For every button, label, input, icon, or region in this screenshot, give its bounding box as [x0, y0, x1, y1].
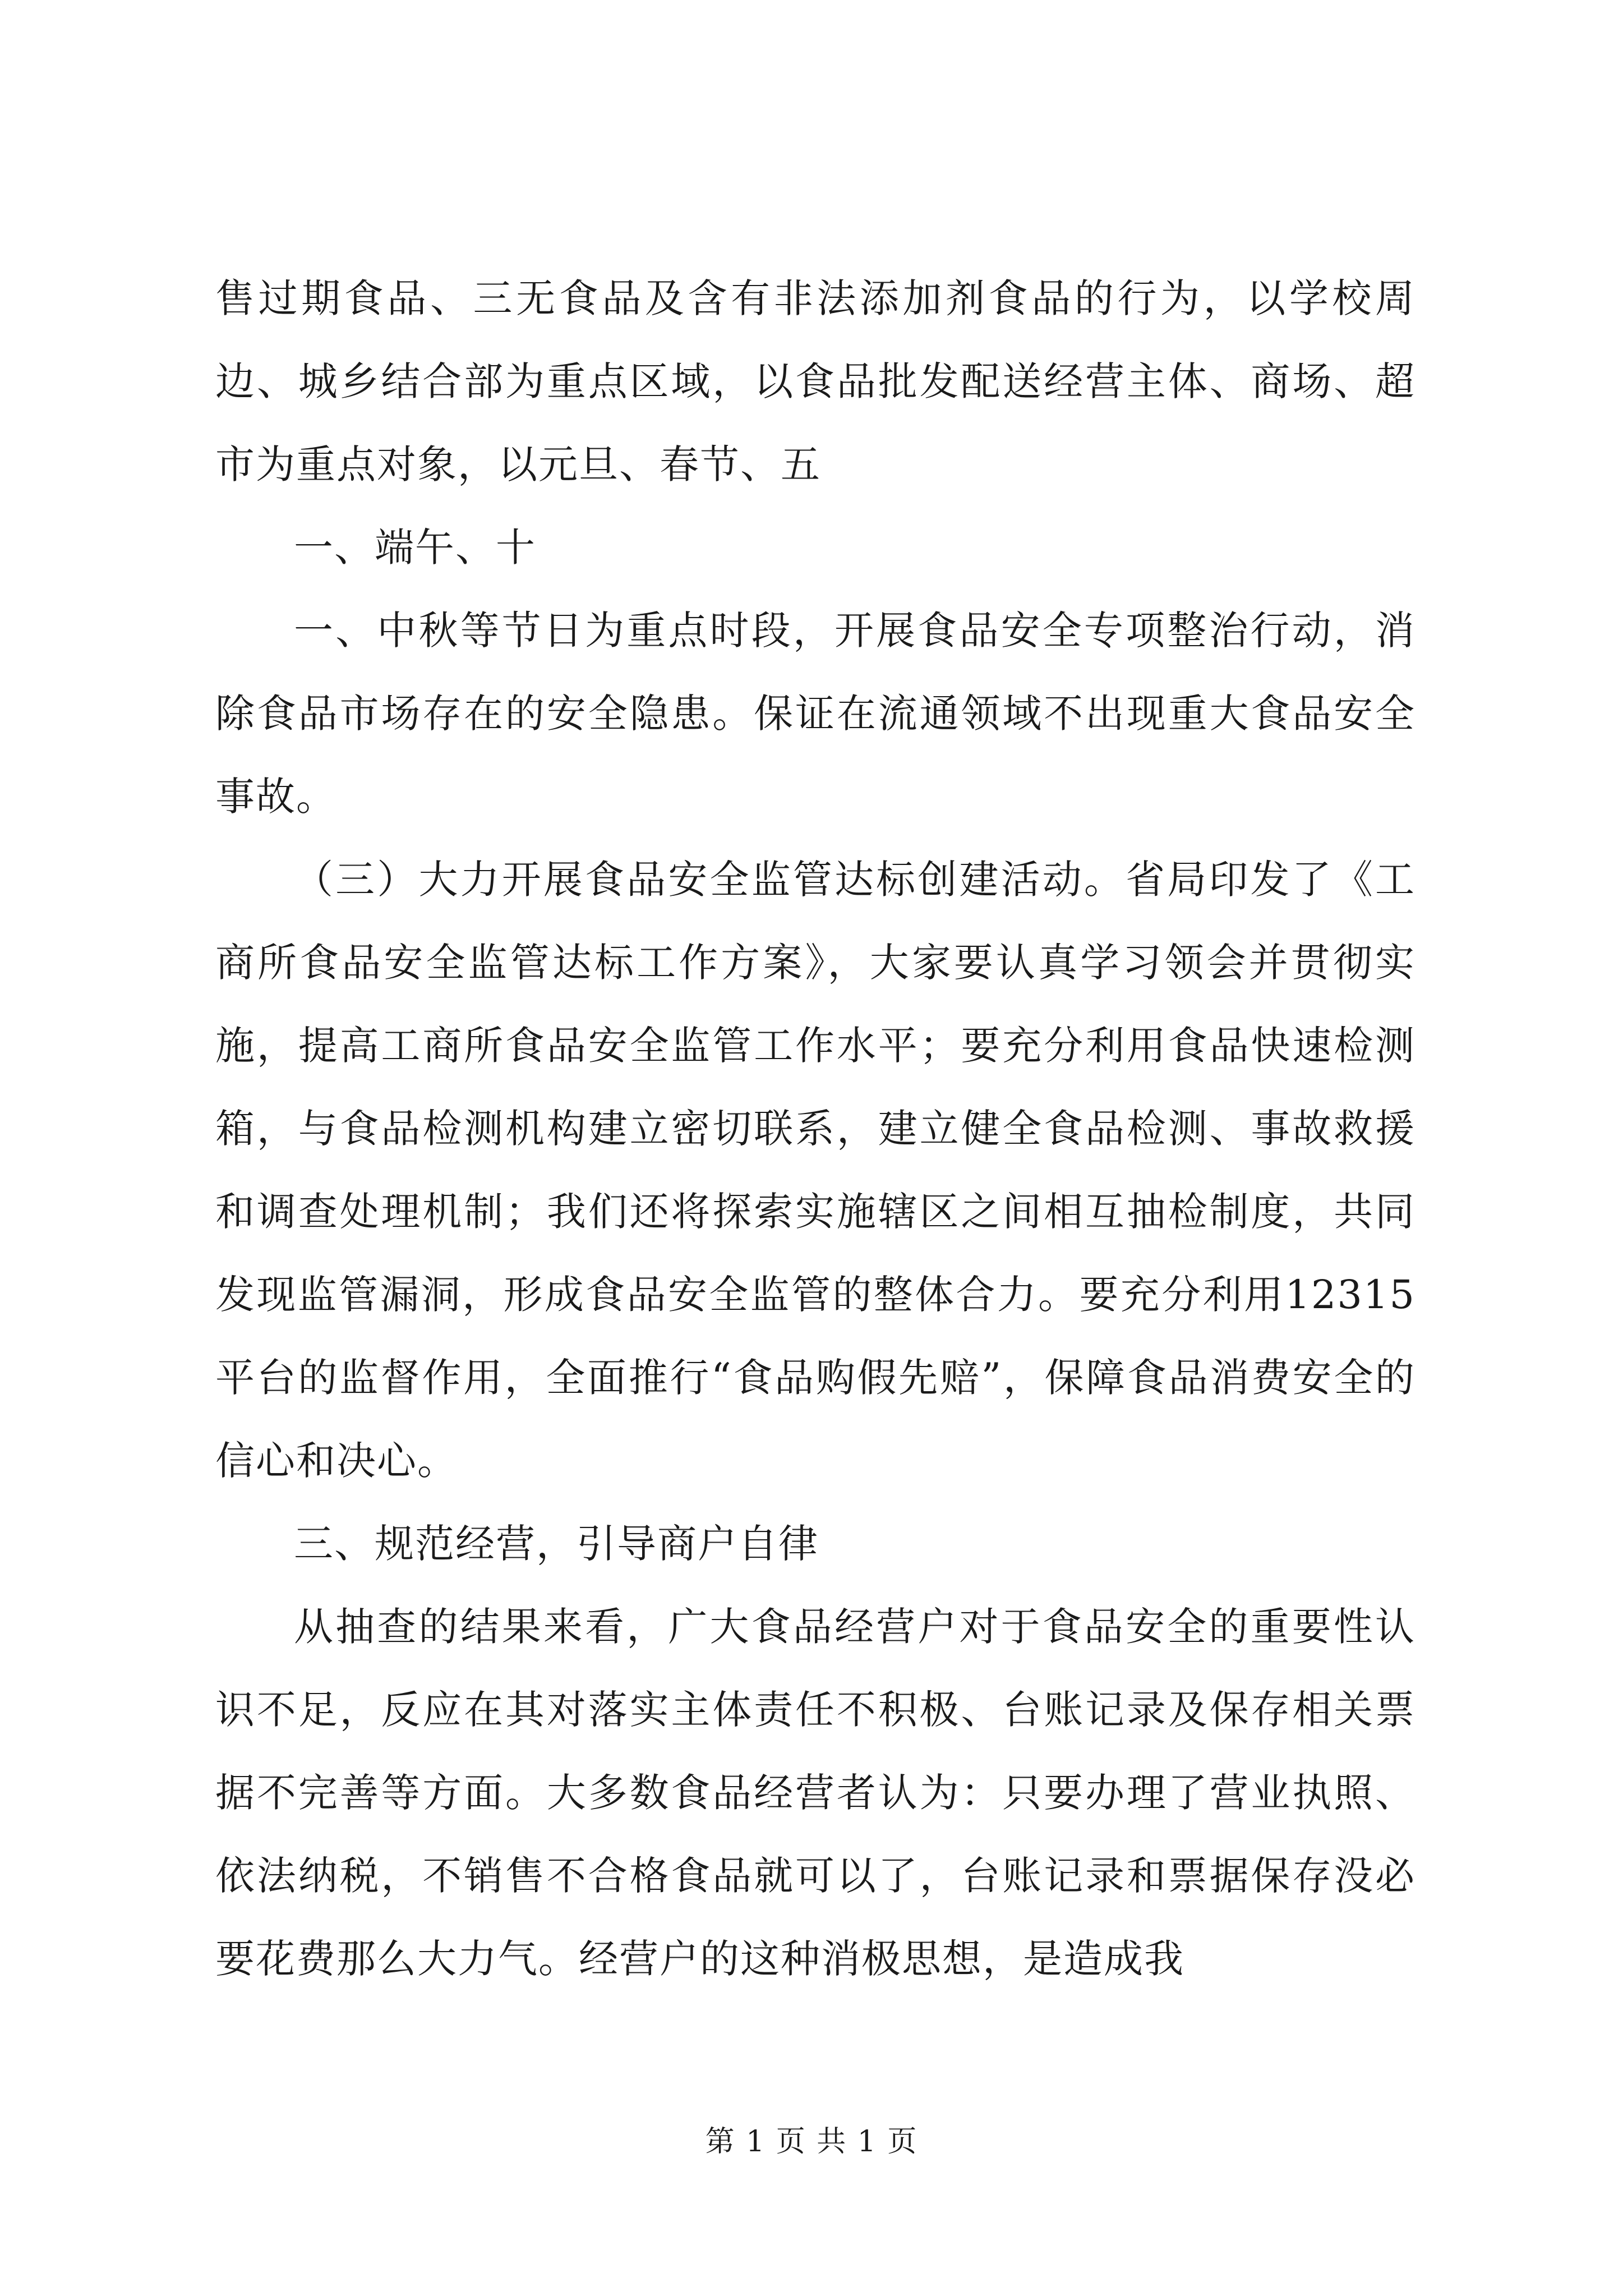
paragraph-holiday-list: 一、端午、十	[294, 524, 536, 570]
paragraph-section-three-sub: （三）大力开展食品安全监管达标创建活动。省局印发了《工商所食品安全监管达标工作方案》，大家要认真学习领会并贯彻实施，提高工商所食品安全监管工作水平；要充分利用食品快速检测箱，与食品检测机构建立密切联系，建立健全食品检测、事故救援和调查处理机制；我们还将探索实施辖区之间相互抽检制度，共同发现监管漏洞，形成食品安全监管的整体合力。要充分利用12315平台的监督作用，全面推行“食品购假先赔”，保障食品消费安全的信心和决心。	[215, 857, 1415, 1484]
page-footer: 第 1 页 共 1 页	[705, 2125, 918, 2159]
paragraph-inspection-results: 从抽查的结果来看，广大食品经营户对于食品安全的重要性认识不足，反应在其对落实主体责任不积极、台账记录及保存相关票据不完善等方面。大多数食品经营者认为：只要办理了营业执照、依法纳税，不销售不合格食品就可以了，台账记录和票据保存没必要花费那么大力气。经营户的这种消极思想，是造成我	[215, 1604, 1415, 1982]
document-body	[215, 257, 1415, 2000]
section-heading-three: 三、规范经营，引导商户自律	[294, 1521, 819, 1567]
paragraph-continuation: 售过期食品、三无食品及含有非法添加剂食品的行为，以学校周边、城乡结合部为重点区域，以食品批发配送经营主体、商场、超市为重点对象，以元旦、春节、五	[215, 275, 1415, 487]
paragraph-key-periods: 一、中秋等节日为重点时段，开展食品安全专项整治行动，消除食品市场存在的安全隐患。保证在流通领域不出现重大食品安全事故。	[215, 608, 1415, 820]
